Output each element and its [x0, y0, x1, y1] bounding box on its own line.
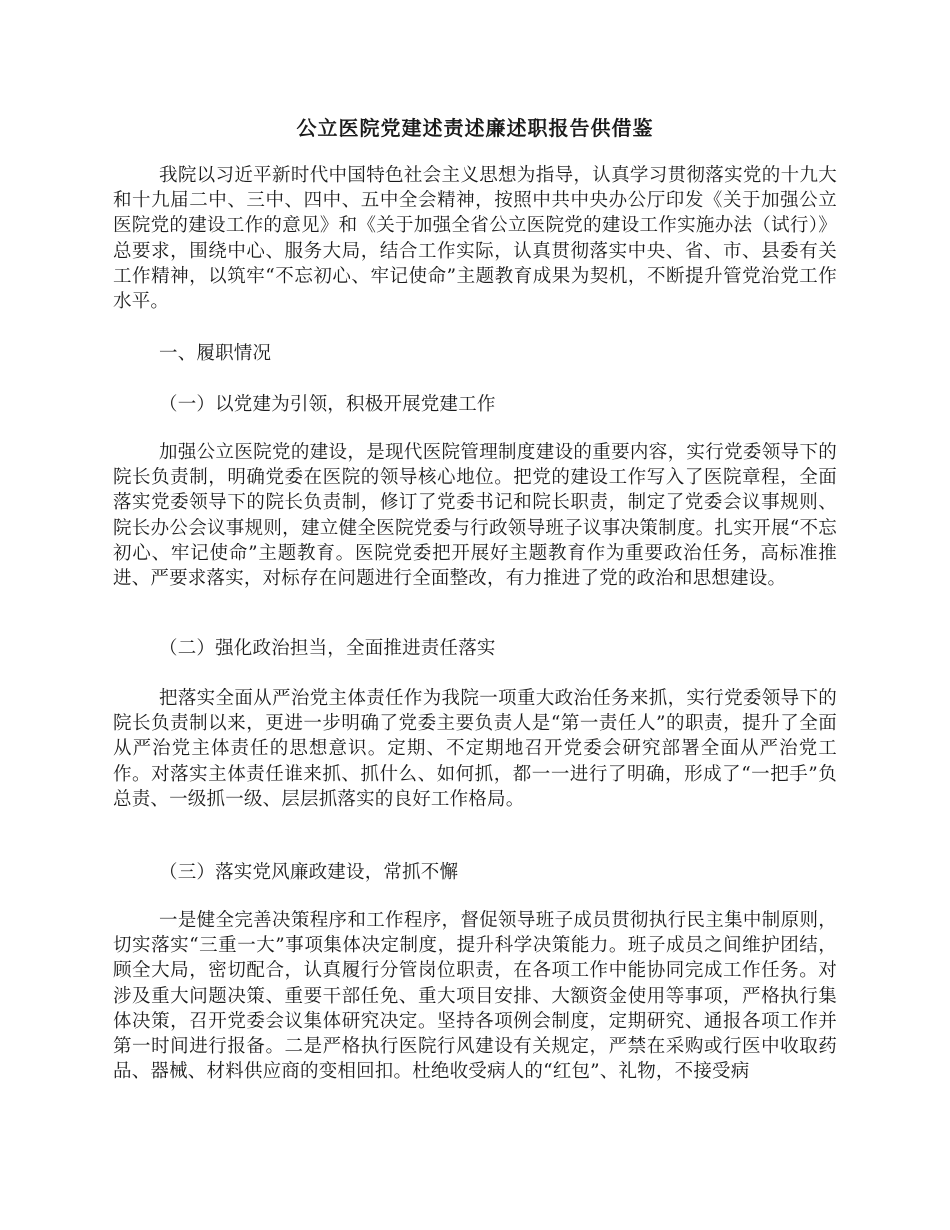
- subsection-heading-2: （二）强化政治担当，全面推进责任落实: [159, 638, 496, 659]
- subsection-heading-1: （一）以党建为引领，积极开展党建工作: [159, 394, 496, 415]
- intro-paragraph: 我院以习近平新时代中国特色社会主义思想为指导，认真学习贯彻落实党的十九大和十九届二中、三中、四中、五中全会精神，按照中共中央办公厅印发《关于加强公立医院党的建设工作的意见》和《关于加强全省公立医院党的建设工作实施办法（试行）》总要求，围绕中心、服务大局，结合工作实际，认真贯彻落实中央、省、市、县委有关工作精神，以筑牢“不忘初心、牢记使命”主题教育成果为契机，不断提升管党治党工作水平。: [113, 165, 837, 313]
- subsection-2-paragraph: 把落实全面从严治党主体责任作为我院一项重大政治任务来抓，实行党委领导下的院长负责制以来，更进一步明确了党委主要负责人是“第一责任人”的职责，提升了全面从严治党主体责任的思想意识。定期、不定期地召开党委会研究部署全面从严治党工作。对落实主体责任谁来抓、抓什么、如何抓，都一一进行了明确，形成了“一把手”负总责、一级抓一级、层层抓落实的良好工作格局。: [113, 688, 837, 810]
- section-heading-1: 一、履职情况: [159, 343, 272, 364]
- document-title: 公立医院党建述责述廉述职报告供借鉴: [296, 116, 654, 140]
- subsection-1-paragraph: 加强公立医院党的建设，是现代医院管理制度建设的重要内容，实行党委领导下的院长负责制，明确党委在医院的领导核心地位。把党的建设工作写入了医院章程，全面落实党委领导下的院长负责制，修订了党委书记和院长职责，制定了党委会议事规则、院长办公会议事规则，建立健全医院党委与行政领导班子议事决策制度。扎实开展“不忘初心、牢记使命”主题教育。医院党委把开展好主题教育作为重要政治任务，高标准推进、严要求落实，对标存在问题进行全面整改，有力推进了党的政治和思想建设。: [113, 442, 837, 590]
- subsection-heading-3: （三）落实党风廉政建设，常抓不懈: [159, 862, 459, 883]
- subsection-3-paragraph: 一是健全完善决策程序和工作程序，督促领导班子成员贯彻执行民主集中制原则，切实落实“三重一大”事项集体决定制度，提升科学决策能力。班子成员之间维护团结，顾全大局，密切配合，认真履行分管岗位职责，在各项工作中能协同完成工作任务。对涉及重大问题决策、重要干部任免、重大项目安排、大额资金使用等事项，严格执行集体决策，召开党委会议集体研究决定。坚持各项例会制度，定期研究、通报各项工作并第一时间进行报备。二是严格执行医院行风建设有关规定，严禁在采购或行医中收取药品、器械、材料供应商的变相回扣。杜绝收受病人的“红包”、礼物，不接受病: [113, 910, 838, 1083]
